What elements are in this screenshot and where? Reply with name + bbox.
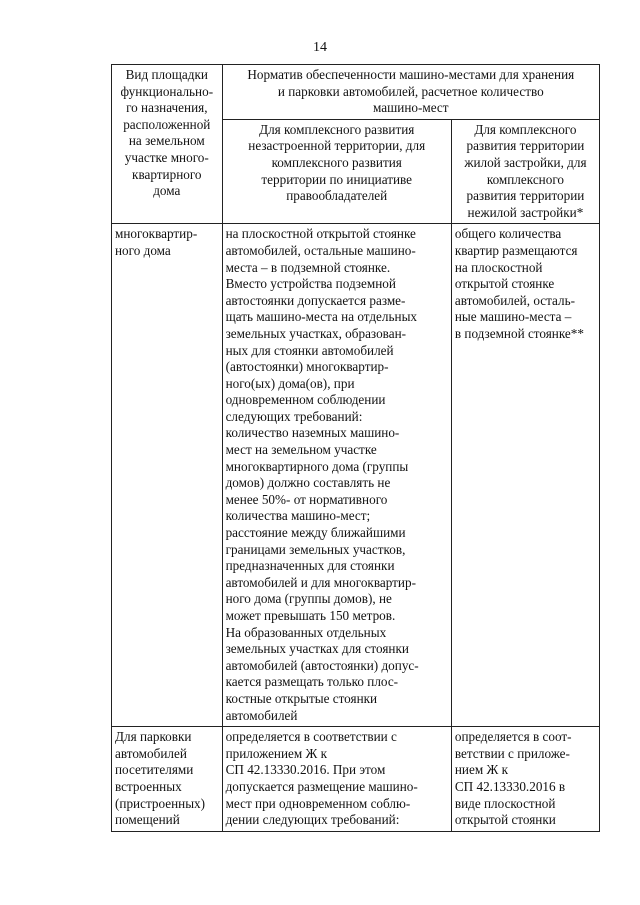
text-line: многоквартирного дома (группы <box>225 458 409 474</box>
text-line: дома <box>153 183 181 199</box>
text-line: костные открытые стоянки <box>225 690 378 706</box>
text-line: места – в подземной стоянке. <box>225 259 391 275</box>
text-line: определяется в соот- <box>454 729 572 745</box>
header-subcol-residential-text <box>455 122 596 222</box>
text-line: земельных участках, образован- <box>225 325 407 341</box>
text-line: (автостоянки) многоквартир- <box>225 359 389 375</box>
header-subcol-undeveloped-text <box>226 122 448 205</box>
text-line: расположенной <box>123 116 211 132</box>
row-norm-residential-text <box>455 226 596 342</box>
row-norm-undeveloped <box>222 224 451 727</box>
text-line: и парковки автомобилей, расчетное количество <box>277 83 544 99</box>
text-line: го назначения, <box>126 100 208 116</box>
text-line: количество наземных машино- <box>225 425 400 441</box>
text-line: следующих требований: <box>225 408 363 424</box>
text-line: расстояние между ближайшими <box>225 525 406 541</box>
header-subcol-undeveloped <box>222 119 451 224</box>
text-line: развития территории <box>466 138 585 154</box>
text-line: жилой застройки, для <box>464 154 587 170</box>
text-line: открытой стоянке <box>454 276 555 292</box>
text-line: СП 42.13330.2016 в <box>454 778 566 794</box>
row-norm-residential <box>451 224 599 727</box>
text-line: может превышать 150 метров. <box>225 608 396 623</box>
text-line: нием Ж к <box>454 762 508 778</box>
header-subcol-residential <box>451 119 599 224</box>
text-line: квартир размещаются <box>454 242 578 258</box>
page-number: 14 <box>313 40 327 55</box>
text-line: Норматив обеспеченности машино-местами для хранения <box>247 67 575 82</box>
text-line: машино-мест <box>373 100 449 116</box>
text-line: многоквартир- <box>115 226 198 242</box>
text-line: территории по инициативе <box>261 171 413 187</box>
text-line: участке много- <box>124 149 209 165</box>
table-row <box>112 727 600 832</box>
text-line: ного дома <box>115 242 171 258</box>
text-line: автомобилей <box>225 707 298 723</box>
text-line: комплексного <box>486 171 565 187</box>
text-line: открытой стоянки <box>454 812 556 828</box>
text-line: домов) должно составлять не <box>225 475 391 491</box>
row-site-type <box>112 727 223 832</box>
text-line: автомобилей, осталь- <box>454 292 575 308</box>
row-norm-residential <box>451 727 599 832</box>
text-line: Для комплексного <box>474 121 577 137</box>
text-line: на земельном <box>128 133 205 149</box>
header-site-type-text <box>115 67 219 200</box>
text-line: (пристроенных) <box>115 795 206 811</box>
text-line: одновременном соблюдении <box>225 392 386 408</box>
row-site-type-text <box>115 226 219 259</box>
text-line: помещений <box>115 812 180 828</box>
text-line: дении следующих требований: <box>225 812 400 828</box>
text-line: СП 42.13330.2016. При этом <box>225 762 386 778</box>
row-norm-undeveloped-text <box>226 729 448 829</box>
text-line: границами земельных участков, <box>225 541 406 557</box>
text-line: в подземной стоянке** <box>454 325 584 341</box>
text-line: виде плоскостной <box>454 795 556 811</box>
text-line: приложением Ж к <box>225 745 328 761</box>
text-line: менее 50%- от нормативного <box>225 491 388 507</box>
text-line: мест при одновременном соблю- <box>225 795 411 811</box>
text-line: ного дома (группы домов), не <box>225 591 392 607</box>
text-line: развития территории <box>466 188 585 204</box>
text-line: ного(ых) дома(ов), при <box>225 375 355 391</box>
header-norm-title-text <box>226 67 596 117</box>
text-line: на плоскостной открытой стоянке <box>225 226 416 242</box>
text-line: ных для стоянки автомобилей <box>225 342 394 358</box>
header-row-1 <box>112 65 600 120</box>
text-line: автомобилей <box>115 745 187 761</box>
text-line: автомобилей (автостоянки) допус- <box>225 657 419 673</box>
text-line: На образованных отдельных <box>225 624 387 640</box>
text-line: правообладателей <box>286 188 388 204</box>
text-line: Для комплексного развития <box>259 121 415 137</box>
text-line: Вместо устройства подземной <box>225 276 396 292</box>
table-row <box>112 224 600 727</box>
parking-norms-table <box>111 64 600 832</box>
text-line: автостоянки допускается разме- <box>225 292 406 308</box>
text-line: кается размещать только плос- <box>225 674 399 690</box>
text-line: земельных участках для стоянки <box>225 641 409 657</box>
text-line: комплексного развития <box>271 154 402 170</box>
text-line: определяется в соответствии с <box>225 729 397 745</box>
text-line: общего количества <box>454 226 562 242</box>
text-line: посетителями <box>115 762 194 778</box>
text-line: автомобилей, остальные машино- <box>225 242 416 258</box>
header-site-type <box>112 65 223 224</box>
text-line: на плоскостной <box>454 259 543 275</box>
row-site-type-text <box>115 729 219 829</box>
row-norm-undeveloped-text <box>226 226 448 724</box>
text-line: автомобилей и для многоквартир- <box>225 574 416 590</box>
text-line: Для парковки <box>115 729 192 745</box>
text-line: незастроенной территории, для <box>248 138 426 154</box>
text-line: функционально- <box>120 83 214 99</box>
text-line: нежилой застройки* <box>467 204 584 220</box>
text-line: предназначенных для стоянки <box>225 558 395 574</box>
header-norm-title <box>222 65 599 120</box>
row-norm-residential-text <box>455 729 596 829</box>
text-line: мест на земельном участке <box>225 442 377 458</box>
text-line: ветствии с приложе- <box>454 745 570 761</box>
text-line: квартирного <box>132 166 202 182</box>
text-line: допускается размещение машино- <box>225 778 418 794</box>
text-line: щать машино-места на отдельных <box>225 309 418 325</box>
text-line: встроенных <box>115 778 182 794</box>
row-site-type <box>112 224 223 727</box>
text-line: ные машино-места – <box>454 309 572 325</box>
text-line: количества машино-мест; <box>225 508 371 524</box>
text-line: Вид площадки <box>125 67 208 82</box>
row-norm-undeveloped <box>222 727 451 832</box>
